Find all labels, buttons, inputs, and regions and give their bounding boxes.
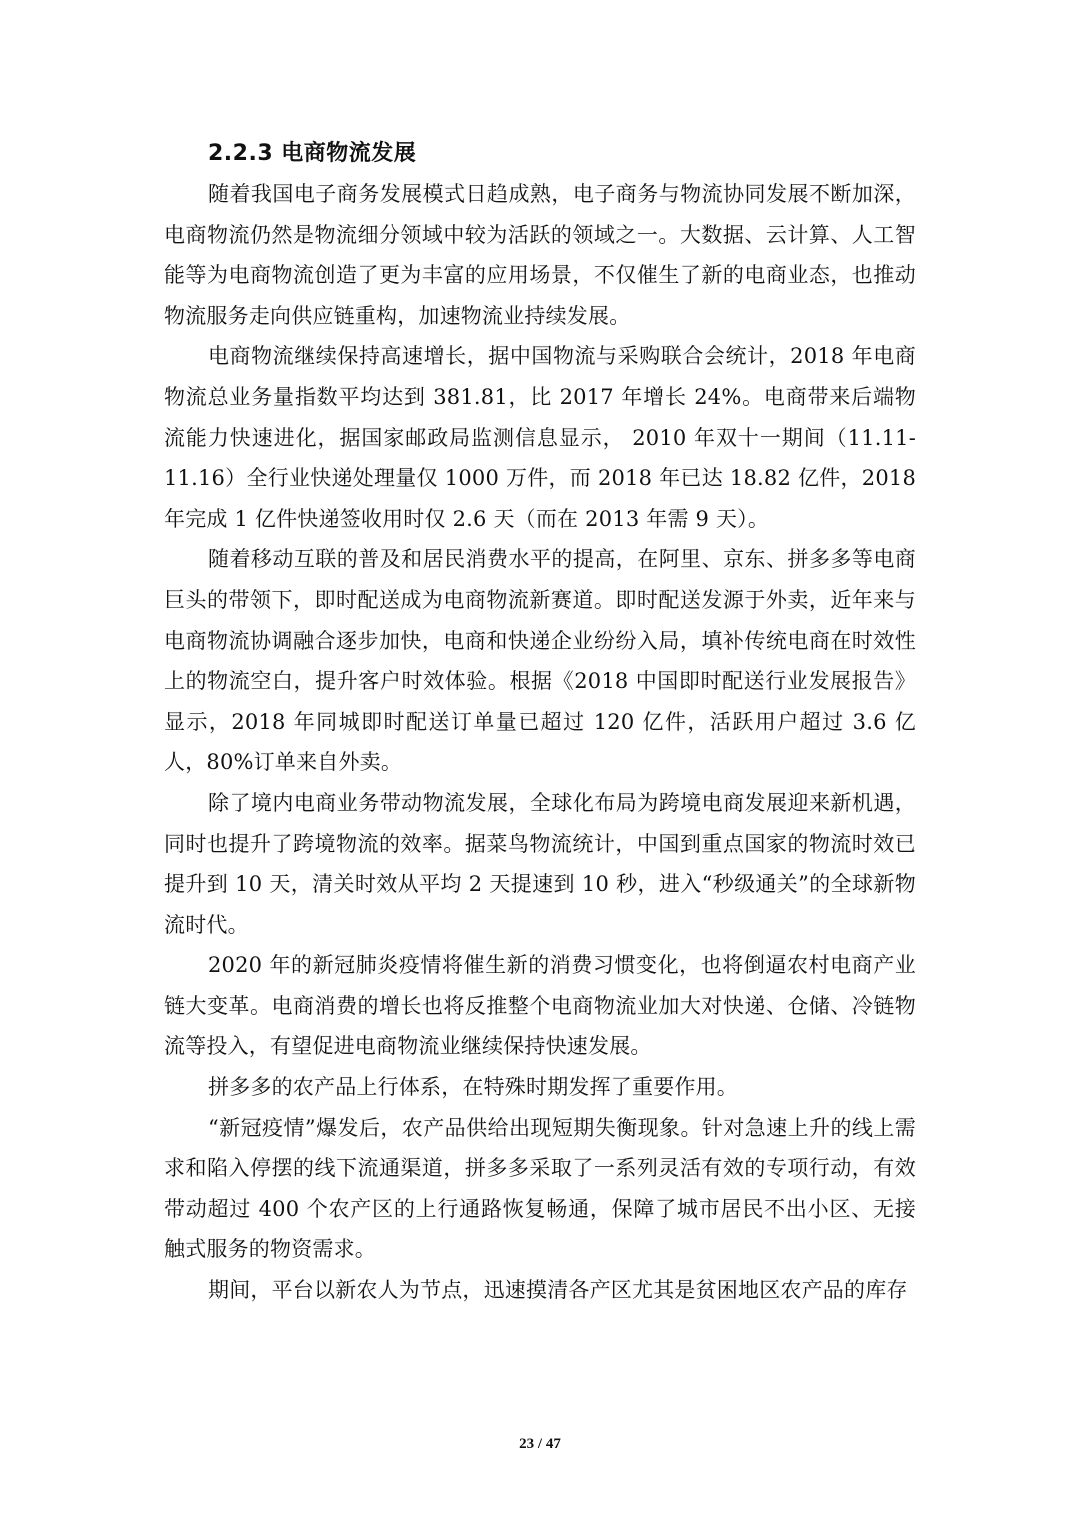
page-number: 23 / 47 <box>519 1436 561 1452</box>
paragraph-7: “新冠疫情”爆发后，农产品供给出现短期失衡现象。针对急速上升的线上需求和陷入停摆的线下流通渠道，拼多多采取了一系列灵活有效的专项行动，有效带动超过 400 个农产区的上行通路恢复畅通，保障了城市居民不出小区、无接触式服务的物资需求。 <box>164 1115 916 1262</box>
paragraph-1: 随着我国电子商务发展模式日趋成熟，电子商务与物流协同发展不断加深，电商物流仍然是物流细分领域中较为活跃的领域之一。大数据、云计算、人工智能等为电商物流创造了更为丰富的应用场景，不仅催生了新的电商业态，也推动物流服务走向供应链重构，加速物流业持续发展。 <box>164 182 916 328</box>
paragraph-4: 除了境内电商业务带动物流发展，全球化布局为跨境电商发展迎来新机遇，同时也提升了跨境物流的效率。据菜鸟物流统计，中国到重点国家的物流时效已提升到 10 天，清关时效从平均 2 天提速到 10 秒，进入“秒级通关”的全球新物流时代。 <box>164 790 916 937</box>
page-content <box>164 134 916 1311</box>
section-heading: 2.2.3 电商物流发展 <box>208 141 417 166</box>
paragraph-2: 电商物流继续保持高速增长，据中国物流与采购联合会统计，2018 年电商物流总业务量指数平均达到 381.81，比 2017 年增长 24%。电商带来后端物流能力快速进化，据国家邮政局监测信息显示， 2010 年双十一期间（11.11-11.16）全行业快递处理量仅 1000 万件，而 2018 年已达 18.82 亿件，2018 年完成 1 亿件快递签收用时仅 2.6 天（而在 2013 年需 9 天）。 <box>164 344 916 531</box>
paragraph-5: 2020 年的新冠肺炎疫情将催生新的消费习惯变化，也将倒逼农村电商产业链大变革。电商消费的增长也将反推整个电商物流业加大对快递、仓储、冷链物流等投入，有望促进电商物流业继续保持快速发展。 <box>164 953 916 1059</box>
paragraph-6: 拼多多的农产品上行体系，在特殊时期发挥了重要作用。 <box>208 1075 738 1100</box>
paragraph-3: 随着移动互联的普及和居民消费水平的提高，在阿里、京东、拼多多等电商巨头的带领下，即时配送成为电商物流新赛道。即时配送发源于外卖，近年来与电商物流协调融合逐步加快，电商和快递企业纷纷入局，填补传统电商在时效性上的物流空白，提升客户时效体验。根据《2018 中国即时配送行业发展报告》显示，2018 年同城即时配送订单量已超过 120 亿件，活跃用户超过 3.6 亿人，80%订单来自外卖。 <box>164 547 916 775</box>
paragraph-8: 期间，平台以新农人为节点，迅速摸清各产区尤其是贫困地区农产品的库存 <box>208 1278 908 1303</box>
